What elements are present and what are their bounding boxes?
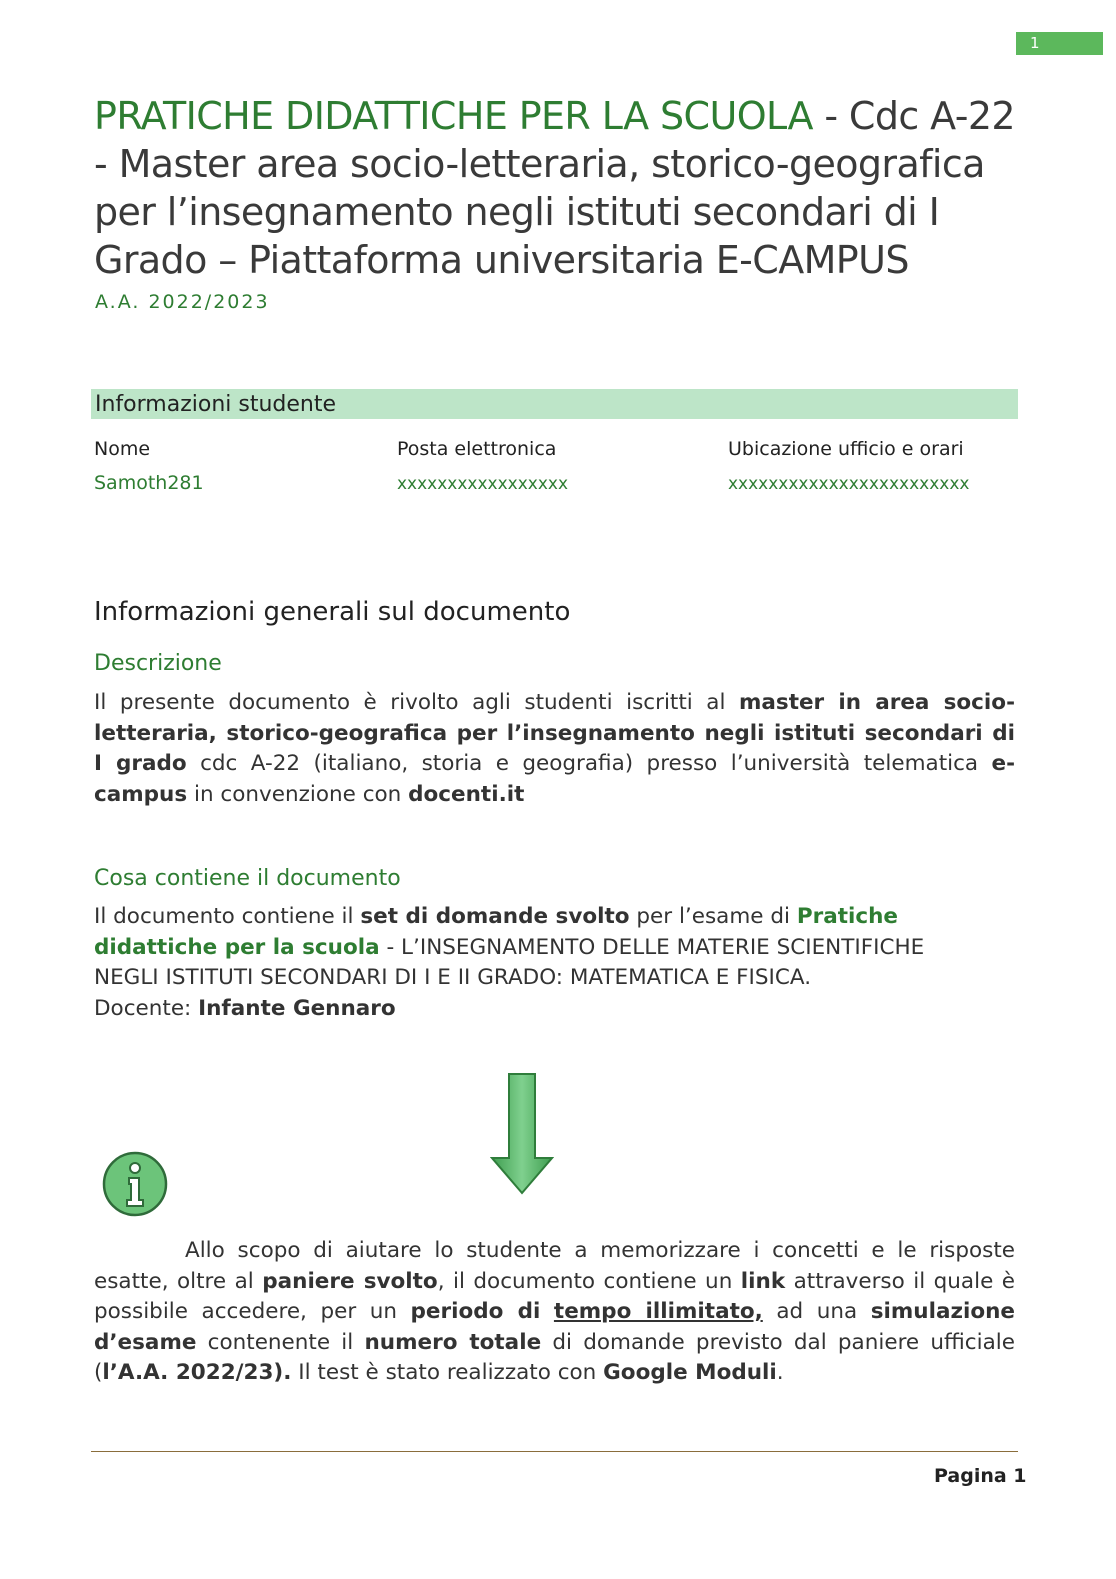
info-icon [101, 1150, 171, 1220]
document-title [94, 92, 1034, 284]
email-value: xxxxxxxxxxxxxxxxx [397, 474, 569, 494]
title-course-name: PRATICHE DIDATTICHE PER LA SCUOLA [94, 94, 813, 138]
email-label: Posta elettronica [397, 438, 557, 460]
student-info-heading: Informazioni studente [95, 392, 337, 417]
page-number-tab: 1 [1016, 32, 1103, 55]
office-value: xxxxxxxxxxxxxxxxxxxxxxxx [728, 474, 970, 494]
footer-divider [91, 1451, 1018, 1452]
general-info-heading: Informazioni generali sul documento [94, 597, 571, 627]
name-label: Nome [94, 438, 151, 460]
footer-page-label: Pagina 1 [934, 1465, 1027, 1487]
office-label: Ubicazione ufficio e orari [728, 438, 964, 460]
name-value: Samoth281 [94, 472, 204, 494]
academic-year: A.A. 2022/2023 [95, 291, 270, 313]
down-arrow-icon [490, 1072, 554, 1196]
contents-heading: Cosa contiene il documento [94, 866, 401, 891]
student-info-bar [91, 389, 1018, 419]
description-paragraph: Il presente documento è rivolto agli studenti iscritti al master in area socio-letteraria, storico-geografica per l’insegnamento negli istituti secondari di I grado cdc A-22 (italiano, storia e geografia) presso l’università telematica e-campus in convenzione con docenti.it [94, 690, 1015, 807]
note-paragraph: Allo scopo di aiutare lo studente a memorizzare i concetti e le risposte esatte, oltre al paniere svolto, il documento contiene un link attraverso il quale è possibile accedere, per un periodo di tempo illimitato, ad una simulazione d’esame contenente il numero totale di domande previsto dal paniere ufficiale (l’A.A. 2022/23). Il test è stato realizzato con Google Moduli. [94, 1238, 1016, 1385]
description-heading: Descrizione [94, 651, 222, 676]
contents-paragraph: Il documento contiene il set di domande svolto per l’esame di Pratiche didattiche per la scuola - L’INSEGNAMENTO DELLE MATERIE SCIENTIFICHE NEGLI ISTITUTI SECONDARI DI I E II GRADO: MATEMATICA E FISICA. Docente: Infante Gennaro [94, 904, 925, 1021]
title-subtitle: - Cdc A-22 - Master area socio-letteraria, storico-geografica per l’insegnamento negli istituti secondari di I Grado – Piattaforma universitaria E-CAMPUS [94, 94, 1015, 282]
